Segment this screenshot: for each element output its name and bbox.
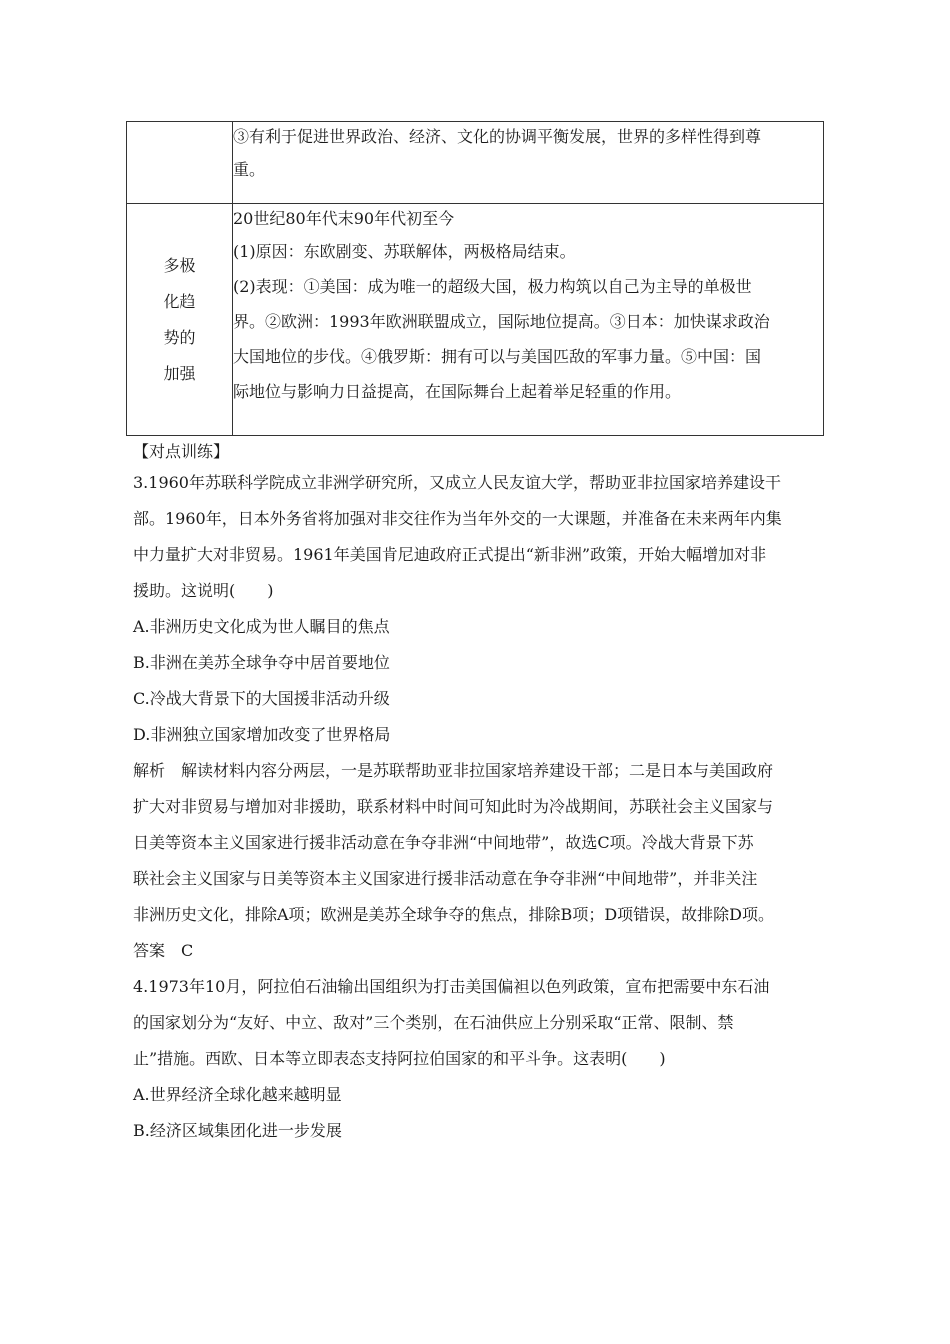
analysis-line: 联社会主义国家与日美等资本主义国家进行援非活动意在争夺非洲“中间地带”，并非关注 (133, 869, 758, 888)
cell-text-line: 20世纪80年代末90年代初至今 (233, 209, 455, 228)
question-4 (133, 969, 823, 1149)
row-label-multipolar (163, 248, 195, 392)
question-3 (133, 465, 823, 969)
question-stem-line: 3.1960年苏联科学院成立非洲学研究所，又成立人民友谊大学，帮助亚非拉国家培养建设干 (133, 473, 781, 492)
label-line: 加强 (163, 363, 196, 383)
row-content-cell (233, 204, 824, 436)
cell-text-line: 重。 (233, 160, 266, 179)
question-stem-line: 4.1973年10月，阿拉伯石油输出国组织为打击美国偏袒以色列政策，宣布把需要中东石油 (133, 977, 770, 996)
answer-value: C (181, 941, 194, 960)
analysis-label: 解析 (133, 761, 166, 780)
analysis-text: 解读材料内容分两层，一是苏联帮助亚非拉国家培养建设干部；二是日本与美国政府 (181, 761, 774, 780)
row-label-cell (127, 122, 233, 204)
option-d: D.非洲独立国家增加改变了世界格局 (133, 725, 391, 744)
question-stem-line: 援助。这说明( ) (133, 581, 274, 600)
table-row (127, 122, 824, 204)
question-stem-line: 的国家划分为“友好、中立、敌对”三个类别，在石油供应上分别采取“正常、限制、禁 (133, 1013, 734, 1032)
section-heading: 【对点训练】 (133, 442, 230, 461)
question-stem-line: 中力量扩大对非贸易。1961年美国肯尼迪政府正式提出“新非洲”政策，开始大幅增加对非 (133, 545, 767, 564)
analysis-line: 日美等资本主义国家进行援非活动意在争夺非洲“中间地带”，故选C项。冷战大背景下苏 (133, 833, 754, 852)
option-a: A.世界经济全球化越来越明显 (133, 1085, 342, 1104)
cell-text-line: 界。②欧洲：1993年欧洲联盟成立，国际地位提高。③日本：加快谋求政治 (233, 312, 770, 331)
table-row (127, 204, 824, 436)
analysis-line (133, 753, 823, 789)
cell-text-line: 际地位与影响力日益提高，在国际舞台上起着举足轻重的作用。 (233, 382, 682, 401)
exercise-section (133, 439, 823, 1149)
cell-text-line: ③有利于促进世界政治、经济、文化的协调平衡发展，世界的多样性得到尊 (233, 127, 762, 146)
analysis-line: 扩大对非贸易与增加对非援助，联系材料中时间可知此时为冷战期间，苏联社会主义国家与 (133, 797, 774, 816)
option-b: B.非洲在美苏全球争夺中居首要地位 (133, 653, 390, 672)
label-line: 势的 (163, 327, 196, 347)
row-content-cell (233, 122, 824, 204)
option-a: A.非洲历史文化成为世人瞩目的焦点 (133, 617, 390, 636)
label-line: 多极 (163, 255, 196, 275)
analysis-line: 非洲历史文化，排除A项；欧洲是美苏全球争夺的焦点，排除B项；D项错误，故排除D项。 (133, 905, 774, 924)
row-label-cell (127, 204, 233, 436)
option-b: B.经济区域集团化进一步发展 (133, 1121, 342, 1140)
answer-label: 答案 (133, 941, 166, 960)
summary-table (126, 121, 824, 436)
question-stem-line: 止”措施。西欧、日本等立即表态支持阿拉伯国家的和平斗争。这表明( ) (133, 1049, 666, 1068)
label-line: 化趋 (163, 291, 196, 311)
cell-text-line: (1)原因：东欧剧变、苏联解体，两极格局结束。 (233, 242, 576, 261)
question-stem-line: 部。1960年，日本外务省将加强对非交往作为当年外交的一大课题，并准备在未来两年内集 (133, 509, 782, 528)
cell-text-line: 大国地位的步伐。④俄罗斯：拥有可以与美国匹敌的军事力量。⑤中国：国 (233, 347, 762, 366)
cell-text-line: (2)表现：①美国：成为唯一的超级大国，极力构筑以自己为主导的单极世 (233, 277, 752, 296)
option-c: C.冷战大背景下的大国援非活动升级 (133, 689, 390, 708)
answer-line (133, 933, 823, 969)
